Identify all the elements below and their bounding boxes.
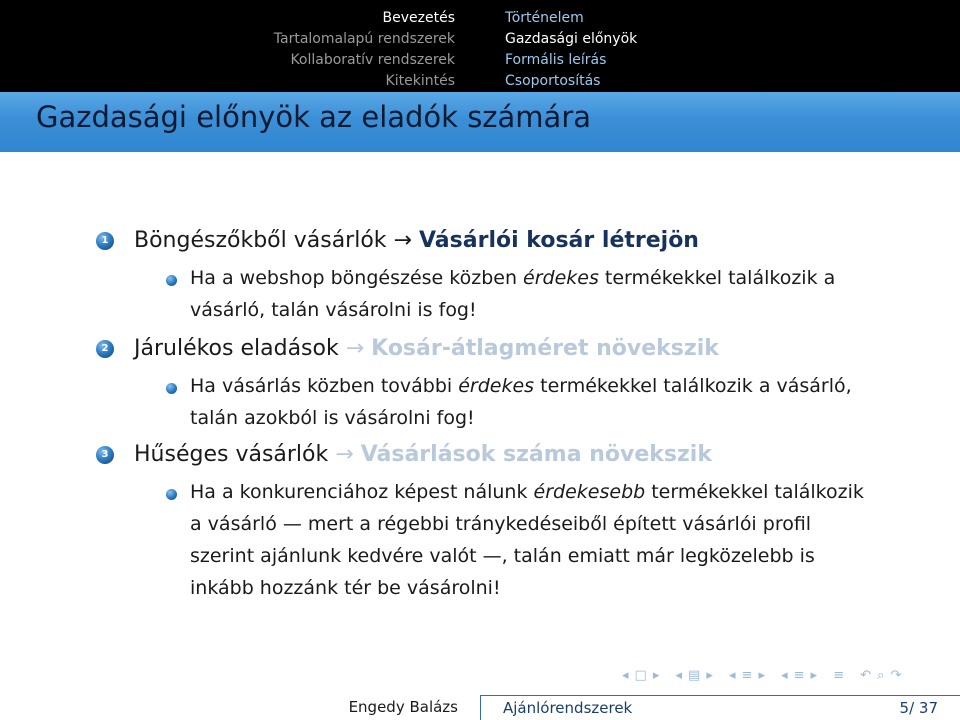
frame-title-bar bbox=[0, 92, 960, 152]
item-heading bbox=[134, 228, 699, 253]
item-detail bbox=[190, 476, 870, 604]
nav-section-prev-icon[interactable]: ◂ bbox=[729, 668, 742, 683]
nav-subsection-next-icon[interactable]: ▸ bbox=[706, 668, 719, 683]
right-arrow-icon: → bbox=[393, 228, 412, 253]
section-navigation-bar bbox=[0, 0, 960, 92]
nav-section-next-icon[interactable]: ▸ bbox=[758, 668, 771, 683]
item-number-ball: 3 bbox=[96, 446, 114, 464]
item-effect: Vásárlói kosár létrejön bbox=[418, 228, 699, 253]
nav-subsection-tortenelem[interactable]: Történelem bbox=[505, 10, 584, 26]
detail-emphasis: érdekes bbox=[458, 375, 535, 397]
footer-page-number: 5/ 37 bbox=[899, 699, 938, 717]
footer-author: Engedy Balázs bbox=[348, 698, 458, 716]
right-arrow-icon: → bbox=[335, 442, 354, 467]
nav-left-sections bbox=[274, 8, 455, 92]
item-detail bbox=[190, 262, 870, 326]
item-cause: Hűséges vásárlók bbox=[134, 442, 329, 467]
align-icon[interactable]: ≡ bbox=[833, 668, 851, 683]
nav-section-bevezetes[interactable]: Bevezetés bbox=[382, 10, 455, 26]
nav-frame-next-icon[interactable]: ▸ bbox=[652, 668, 666, 683]
item-cause: Járulékos eladások bbox=[134, 336, 339, 361]
bullet-icon bbox=[166, 383, 177, 394]
item-effect: Vásárlások száma növekszik bbox=[360, 442, 712, 467]
detail-emphasis: érdekes bbox=[523, 267, 599, 289]
subsection-icon[interactable]: ▤ bbox=[688, 668, 707, 683]
nav-section-kollaborativ[interactable]: Kollaboratív rendszerek bbox=[290, 52, 455, 68]
nav-doc-prev-icon[interactable]: ◂ bbox=[781, 668, 794, 683]
back-forward-search-icon[interactable]: ↶⌕↷ bbox=[860, 668, 908, 683]
footer-author-box bbox=[0, 695, 480, 720]
footline bbox=[0, 695, 960, 720]
section-icon[interactable]: ≡ bbox=[741, 668, 759, 683]
detail-text: Ha a webshop böngészése közben bbox=[190, 267, 524, 289]
nav-right-subsections bbox=[505, 8, 637, 92]
nav-section-kitekintes[interactable]: Kitekintés bbox=[385, 73, 455, 89]
nav-doc-next-icon[interactable]: ▸ bbox=[810, 668, 824, 683]
document-icon[interactable]: ≡ bbox=[793, 668, 811, 683]
bullet-icon bbox=[166, 489, 177, 500]
beamer-navigation-symbols bbox=[622, 668, 907, 683]
item-detail bbox=[190, 370, 870, 434]
nav-subsection-csoportositas[interactable]: Csoportosítás bbox=[505, 73, 601, 89]
item-effect: Kosár-átlagméret növekszik bbox=[371, 336, 719, 361]
frame-icon[interactable]: □ bbox=[634, 668, 653, 683]
item-number-ball: 1 bbox=[96, 232, 114, 250]
nav-section-tartalomalapu[interactable]: Tartalomalapú rendszerek bbox=[273, 31, 455, 47]
detail-text: Ha vásárlás közben további bbox=[190, 375, 459, 397]
frame-title: Gazdasági előnyök az eladók számára bbox=[36, 100, 592, 134]
item-heading bbox=[134, 442, 712, 467]
footer-short-title: Ajánlórendszerek bbox=[503, 699, 633, 717]
item-number-ball: 2 bbox=[96, 340, 114, 358]
detail-text: termékekkel találkozik a vásárló, talán vásárolni is fog! bbox=[190, 267, 836, 321]
footer-title-box bbox=[480, 695, 960, 720]
nav-frame-prev-icon[interactable]: ◂ bbox=[622, 668, 635, 683]
detail-emphasis: érdekesebb bbox=[533, 481, 646, 503]
item-heading bbox=[134, 336, 719, 361]
detail-text: termékekkel találkozik a vásárló — mert a régebbi tránykedéseiből épített vásárlói profil szerint ajánlunk kedvére valót —, talán emiatt már legközelebb is inkább hozzánk tér be vásárolni! bbox=[190, 481, 864, 599]
nav-subsection-gazdasagi-elonyok[interactable]: Gazdasági előnyök bbox=[505, 31, 638, 47]
nav-subsection-formalis-leiras[interactable]: Formális leírás bbox=[505, 52, 607, 68]
nav-subsection-prev-icon[interactable]: ◂ bbox=[675, 668, 689, 683]
right-arrow-icon: → bbox=[345, 336, 365, 361]
item-cause: Böngészőkből vásárlók bbox=[134, 228, 387, 253]
detail-text: termékekkel találkozik a vásárló, talán azokból is vásárolni fog! bbox=[190, 375, 852, 429]
detail-text: Ha a konkurenciához képest nálunk bbox=[190, 481, 534, 503]
bullet-icon bbox=[166, 275, 177, 286]
